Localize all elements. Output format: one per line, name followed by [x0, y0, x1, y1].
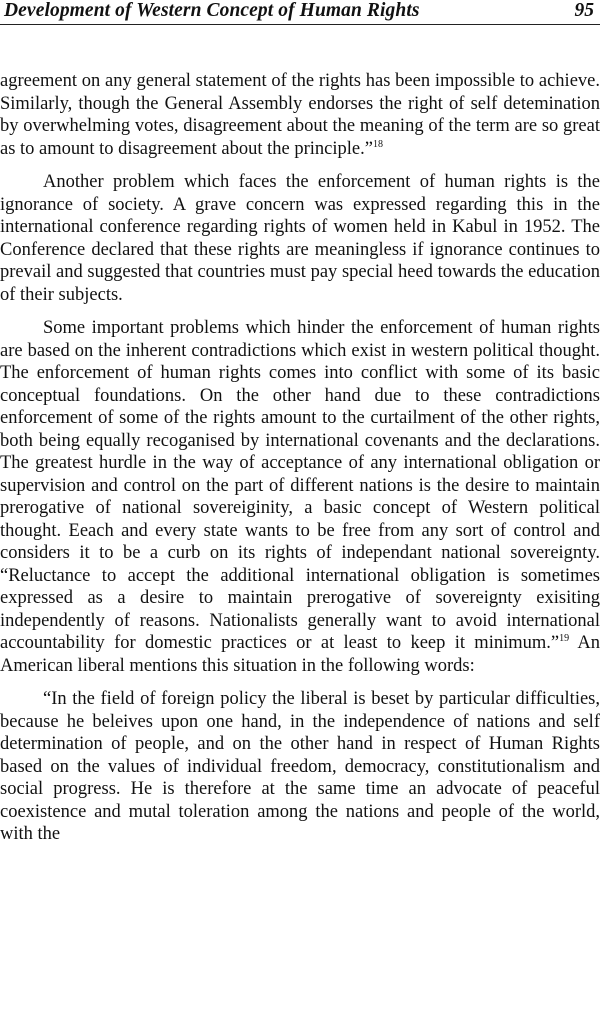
paragraph-2-text: Another problem which faces the enforcement of human rights is the ignorance of society. A grave concern was expressed regarding this in the international conference regarding rights of women held in Kabul in 1952. The Conference declared that these rights are meaningless if ignorance continues to prevail and suggested that countries must pay special heed towards the education of their subjects.	[0, 172, 600, 305]
paragraph-1	[0, 70, 600, 160]
paragraph-2	[0, 171, 600, 306]
page-body	[0, 70, 600, 857]
paragraph-1-text: agreement on any general statement of the rights has been impossible to achieve. Similarly, though the General Assembly endorses the right of self detemination by overwhelming votes, disagreement about the meaning of the term are so great as to amount to disagreement about the principle.”	[0, 71, 600, 159]
page-header	[0, 0, 600, 25]
running-title: Development of Western Concept of Human Rights	[4, 0, 420, 21]
paragraph-3-continuation: An American liberal mentions this situation in the following words:	[0, 633, 600, 676]
paragraph-4-text: “In the field of foreign policy the liberal is beset by particular difficulties, because he beleives upon one hand, in the independence of nations and self determination of people, and on the other hand in respect of Human Rights based on the values of individual freedom, democracy, constitutionalism and social progress. He is therefore at the same time an advocate of peaceful coexistence and mutal toleration among the nations and people of the world, with the	[0, 689, 600, 844]
paragraph-3	[0, 317, 600, 677]
paragraph-3-text: Some important problems which hinder the enforcement of human rights are based on the inherent contradictions which exist in western political thought. The enforcement of human rights comes into conflict with some of its basic conceptual foundations. On the other hand due to these contradictions enforcement of some of the rights amount to the curtailment of the other rights, both being equally recoganised by international covenants and the declarations. The greatest hurdle in the way of acceptance of any international obligation or supervision and control on the part of different nations is the desire to maintain prerogative of national sovereiginity, a basic concept of Western political thought. Eeach and every state wants to be free from any sort of control and considers it to be a curb on its rights of independant national sovereignty. “Reluctance to accept the additional international obligation is sometimes expressed as a desire to maintain prerogative of sovereignty exisiting independently of reasons. Nationalists generally want to avoid international accountability for domestic practices or at least to keep it minimum.”	[0, 318, 600, 653]
footnote-ref-19: 19	[559, 632, 570, 644]
page-number: 95	[574, 0, 594, 21]
paragraph-4-quotation	[0, 688, 600, 846]
footnote-ref-18: 18	[372, 138, 383, 150]
